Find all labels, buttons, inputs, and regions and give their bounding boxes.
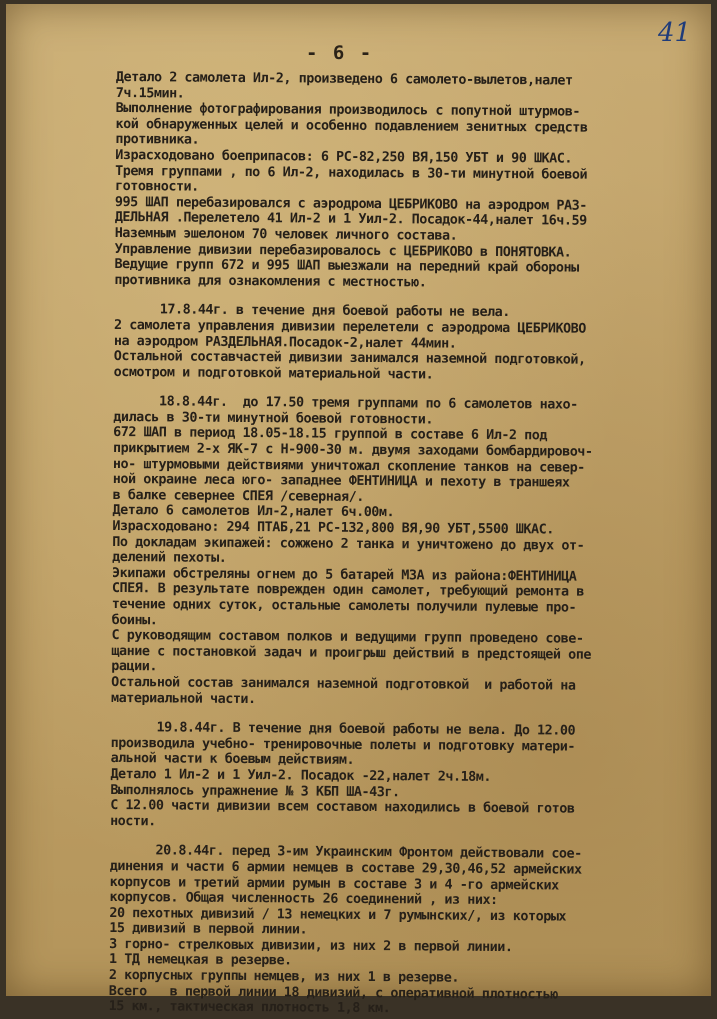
text-line: Израсходовано: 294 ПТАБ,21 РС-132,800 ВЯ,90 УБТ,5500 ШКАС.	[112, 519, 554, 538]
text-line: делений пехоты.	[112, 550, 227, 567]
text-line: 2 корпусных группы немцев, из них 1 в резерве.	[108, 968, 460, 986]
text-line: прикрытием 2-х ЯК-7 с Н-900-30 м. двумя заходами бомбардировоч-	[112, 441, 593, 460]
text-line: готовности.	[115, 179, 199, 195]
section-aug19	[110, 720, 701, 834]
section-date-line: 20.8.44г. перед 3-им Украинским Фронтом действовали сое-	[109, 843, 582, 862]
archive-page-number: 41	[658, 18, 692, 48]
page-number: - 6 -	[306, 42, 374, 64]
section-intro	[114, 70, 706, 293]
text-line: С 12.00 части дивизии всем составом находились в боевой готов	[110, 798, 575, 817]
text-line: Детало 1 Ил-2 и 1 Уил-2. Посадок -22,налет 2ч.18м.	[110, 766, 492, 785]
text-line: 15 дивизий в первой линии.	[109, 921, 308, 938]
section-aug17	[114, 302, 705, 385]
text-line: 20 пехотных дивизий / 13 немецких и 7 румынских/, из которых	[109, 905, 567, 925]
text-line: 15 км., тактическая плотность 1,8 км.	[108, 999, 391, 1017]
text-line: С руководящим составом полков и ведущими групп проведено сове-	[111, 628, 584, 647]
text-line: 1 ТД немецкая в резерве.	[108, 952, 292, 969]
text-line: дилась в 30-ти минутной боевой готовности.	[113, 409, 434, 428]
text-line: материальной части.	[111, 690, 256, 707]
text-line: Тремя группами , по 6 Ил-2, находилась в 30-ти минутной боевой	[115, 163, 588, 183]
text-line: Детало 2 самолета Ил-2, произведено 6 самолето-вылетов,налет	[115, 70, 573, 89]
text-line: течение одних суток, остальные самолеты получили пулевые про-	[111, 596, 577, 616]
section-aug20	[109, 843, 700, 1019]
text-line: ности.	[110, 813, 156, 830]
text-line: Остальной составчастей дивизии занимался наземной подготовкой,	[113, 349, 586, 368]
text-line: 995 ШАП перебазировался с аэродрома ЦЕБРИКОВО на аэродром РАЗ-	[114, 194, 587, 214]
text-line: производила учебно- тренировочные полеты и подготовку матери-	[110, 735, 576, 755]
text-line: Всего в первой линии 18 дивизий, с оперативной плотностью	[108, 983, 558, 1003]
text-line: противника для ознакомления с местностью.	[114, 272, 427, 291]
text-line: По докладам экипажей: сожжено 2 танка и уничтожено до двух от-	[112, 534, 585, 554]
text-line: корпусов и третий армии румын в составе 3 и 4 -го армейских	[109, 874, 559, 894]
text-line: СПЕЯ. В результате поврежден один самолет, требующий ремонта в	[111, 581, 584, 601]
text-line: щание с постановкой задач и проигрыш действий в предстоящей опе	[111, 643, 592, 663]
text-line: на аэродром РАЗДЕЛЬНАЯ.Посадок-2,налет 44мин.	[113, 333, 457, 352]
text-line: 2 самолета управления дивизии перелетели с аэродрома ЦЕБРИКОВО	[113, 317, 586, 337]
text-line: Выполнение фотографирования производилось с попутной штурмов-	[115, 101, 581, 120]
text-line: но- штурмовыми действиями уничтожал скопление танков на север-	[112, 456, 585, 476]
text-line: в балке севернее СПЕЯ /северная/.	[112, 487, 364, 505]
text-line: рации.	[111, 659, 158, 675]
text-line: 3 горно- стрелковых дивизии, из них 2 в первой линии.	[109, 936, 513, 956]
text-line: кой обнаруженных целей и особенно подавлением зенитных средств	[115, 116, 588, 136]
text-line: Выполнялось упражнение № 3 КБП ША-43г.	[110, 782, 400, 800]
section-date-line: 17.8.44г. в течение дня боевой работы не вела.	[114, 302, 510, 321]
section-date-line: 18.8.44г. до 17.50 тремя группами по 6 самолетов нахо-	[113, 394, 578, 413]
text-line: 672 ШАП в период 18.05-18.15 группой в составе 6 Ил-2 под	[113, 425, 548, 444]
section-date-line: 19.8.44г. В течение дня боевой работы не вела. До 12.00	[110, 720, 576, 739]
text-line: ной окраине леса юго- западнее ФЕНТИНИЦА и пехоту в траншеях	[112, 472, 570, 491]
text-line: корпусов. Общая численность 26 соединений , из них:	[109, 890, 498, 909]
text-line: Наземным эшелоном 70 человек личного состава.	[114, 225, 458, 244]
text-line: динения и части 6 армии немцев в составе 29,30,46,52 армейских	[109, 858, 582, 878]
text-line: ДЕЛЬНАЯ .Перелетело 41 Ил-2 и 1 Уил-2. Посадок-44,налет 16ч.59	[114, 210, 587, 230]
text-line: осмотром и подготовкой материальной части.	[113, 364, 434, 383]
text-line: Детало 6 самолетов Ил-2,налет 6ч.00м.	[112, 503, 395, 521]
document-page	[6, 4, 711, 1017]
text-line: Остальной состав занимался наземной подготовкой и работой на	[111, 674, 576, 694]
document-body	[109, 70, 706, 1019]
text-line: Экипажи обстреляны огнем до 5 батарей МЗА из района:ФЕНТИНИЦА	[111, 565, 577, 585]
text-line: 7ч.15мин.	[115, 85, 185, 102]
text-line: боины.	[111, 612, 158, 628]
section-aug18	[111, 394, 703, 710]
text-line: Израсходовано боеприпасов: 6 РС-82,250 ВЯ,150 УБТ и 90 ШКАС.	[115, 147, 573, 167]
text-line: противника.	[115, 132, 200, 149]
text-line: Ведущие групп 672 и 995 ШАП выезжали на передний край обороны	[114, 257, 579, 276]
text-line: Управление дивизии перебазировалось с ЦЕБРИКОВО в ПОНЯТОВКА.	[114, 241, 572, 261]
text-line: альной части к боевым действиям.	[110, 751, 355, 769]
